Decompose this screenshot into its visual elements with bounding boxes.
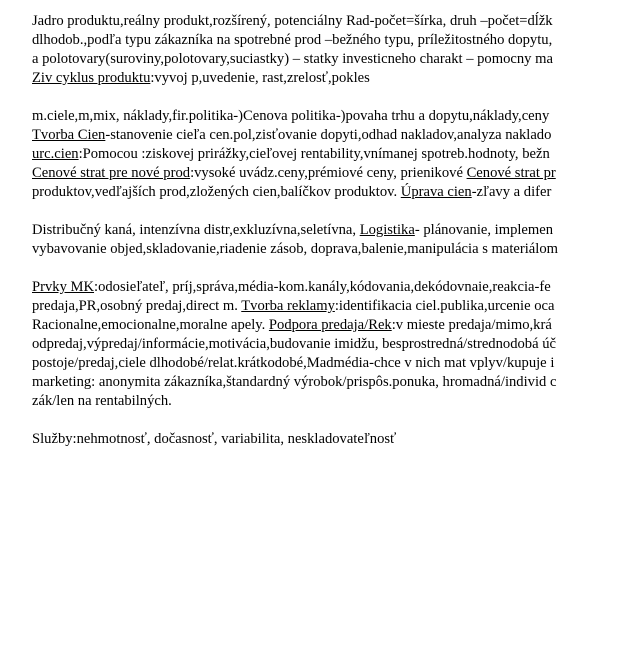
text-line (32, 107, 634, 126)
text-line (32, 12, 634, 31)
text-run: :identifikacia ciel.publika,urcenie oca (334, 298, 555, 314)
underlined-term: Ziv cyklus produktu (32, 70, 151, 86)
text-run: vybavovanie objed,skladovanie,riadenie zásob, doprava,balenie,manipulácia s materiálom (32, 241, 558, 257)
text-line (32, 50, 634, 69)
paragraph (32, 430, 634, 449)
underlined-term: Logistika (359, 222, 415, 238)
text-run: Služby:nehmotnosť, dočasnosť, variabilita, neskladovateľnosť (32, 431, 397, 447)
text-run: :vysoké uvádz.ceny,prémiové ceny, prienikové (190, 165, 467, 181)
text-line (32, 69, 634, 88)
text-line (32, 297, 634, 316)
text-line (32, 373, 634, 392)
text-run: postoje/predaj,ciele dlhodobé/relat.krátkodobé,Madmédia-chce v nich mat vplyv/kupuje i (32, 355, 555, 371)
text-line (32, 240, 634, 259)
paragraph (32, 278, 634, 411)
underlined-term: Prvky MK (32, 279, 95, 295)
paragraph (32, 107, 634, 202)
paragraph-spacer (32, 88, 634, 107)
underlined-term: Podpora predaja/Rek (268, 317, 392, 333)
text-line (32, 335, 634, 354)
text-line (32, 221, 634, 240)
text-line (32, 316, 634, 335)
text-run: zák/len na rentabilných. (32, 393, 172, 409)
text-line (32, 278, 634, 297)
text-run: -stanovenie cieľa cen.pol,zisťovanie dopyti,odhad nakladov,analyza naklado (105, 127, 552, 143)
text-run: - plánovanie, implemen (414, 222, 554, 238)
text-run: odpredaj,výpredaj/informácie,motivácia,budovanie imidžu, besprostredná/strednodobá úč (32, 336, 556, 352)
text-run: :v mieste predaja/mimo,krá (391, 317, 552, 333)
text-run: :odosieľateľ, príj,správa,média-kom.kanály,kódovania,dekódovnaie,reakcia-fe (94, 279, 551, 295)
paragraph (32, 221, 634, 259)
text-line (32, 145, 634, 164)
text-run: predaja,PR,osobný predaj,direct m. (32, 298, 242, 314)
text-run: Distribučný kaná, intenzívna distr,exkluzívna,seletívna, (32, 222, 360, 238)
underlined-term: Cenové strat pr (466, 165, 556, 181)
text-line (32, 126, 634, 145)
text-line (32, 31, 634, 50)
document-body (32, 12, 634, 449)
text-run: Racionalne,emocionalne,moralne apely. (32, 317, 269, 333)
paragraph-spacer (32, 202, 634, 221)
paragraph (32, 12, 634, 88)
underlined-term: urc.cien (32, 146, 79, 162)
underlined-term: Tvorba Cien (32, 127, 106, 143)
underlined-term: Tvorba reklamy (241, 298, 335, 314)
text-run: a polotovary(suroviny,polotovary,suciastky) – statky investicneho charakt – pomocny ma (32, 51, 553, 67)
text-line (32, 183, 634, 202)
paragraph-spacer (32, 259, 634, 278)
underlined-term: Úprava cien (400, 184, 472, 200)
paragraph-spacer (32, 411, 634, 430)
text-line (32, 392, 634, 411)
text-run: produktov,vedľajších prod,zložených cien,balíčkov produktov. (32, 184, 401, 200)
text-run: :Pomocou :ziskovej prirážky,cieľovej rentability,vnímanej spotreb.hodnoty, bežn (78, 146, 550, 162)
underlined-term: Cenové strat pre nové prod (32, 165, 191, 181)
text-run: m.ciele,m,mix, náklady,fir.politika-)Cenova politika-)povaha trhu a dopytu,náklady,ceny (32, 108, 550, 124)
text-run: -zľavy a difer (471, 184, 552, 200)
text-run: marketing: anonymita zákazníka,štandardný výrobok/prispôs.ponuka, hromadná/individ c (32, 374, 557, 390)
text-line (32, 430, 634, 449)
text-run: :vyvoj p,uvedenie, rast,zrelosť,pokles (150, 70, 370, 86)
text-run: dlhodob.,podľa typu zákazníka na spotrebné prod –bežného typu, príležitostného dopytu, (32, 32, 553, 48)
text-line (32, 354, 634, 373)
text-line (32, 164, 634, 183)
text-run: Jadro produktu,reálny produkt,rozšírený, potenciálny Rad-počet=šírka, druh –počet=dĺžk (32, 13, 553, 29)
